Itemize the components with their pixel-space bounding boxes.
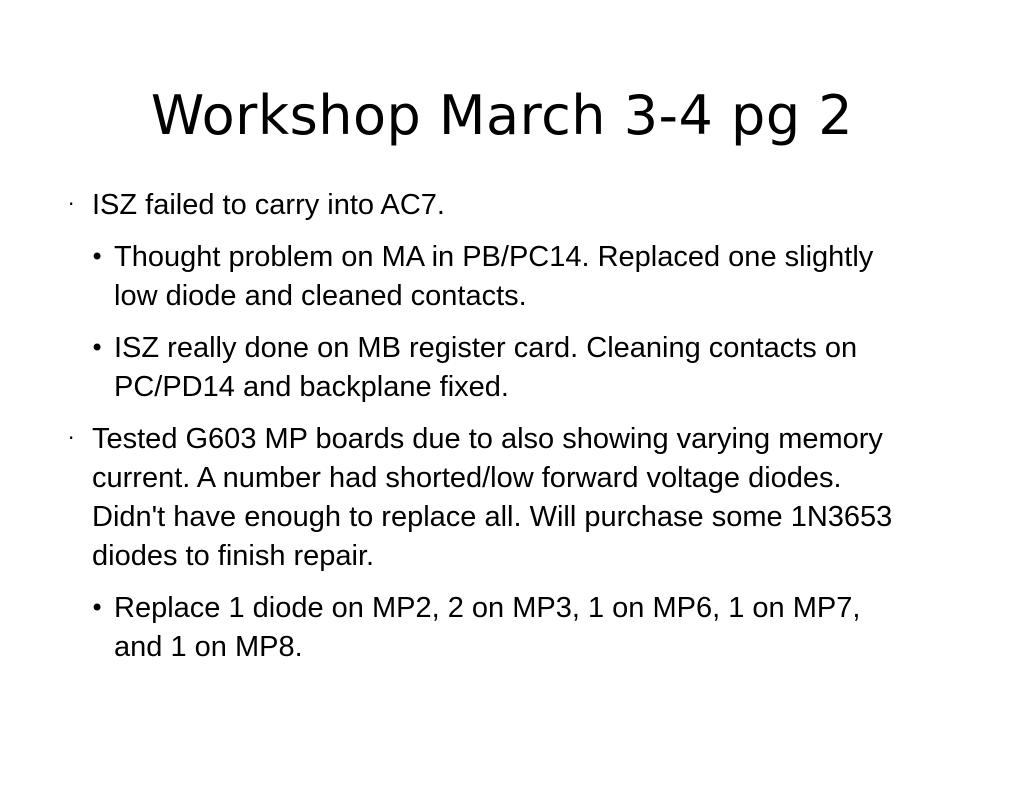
bullet-text: ISZ failed to carry into AC7.	[92, 189, 445, 221]
bullet-text: Tested G603 MP boards due to also showing varying memory current. A number had shorted/low forward voltage diodes. Didn't have enough to replace all. Will purchase some 1N3653 diodes to finish repair.	[92, 423, 893, 572]
bullet-marker: ·	[68, 426, 75, 450]
sub-bullet-text: ISZ really done on MB register card. Cleaning contacts on PC/PD14 and backplane fixed.	[114, 332, 858, 403]
sub-bullet-text: Thought problem on MA in PB/PC14. Replaced one slightly low diode and cleaned contacts.	[114, 241, 874, 312]
bullet-marker: ·	[68, 192, 75, 216]
sub-bullet-marker: •	[90, 594, 105, 622]
sub-bullet-marker: •	[90, 243, 105, 271]
slide-title: Workshop March 3-4 pg 2	[150, 84, 854, 147]
sub-bullet-text: Replace 1 diode on MP2, 2 on MP3, 1 on MP6, 1 on MP7, and 1 on MP8.	[114, 592, 861, 663]
sub-bullet-marker: •	[90, 334, 105, 362]
